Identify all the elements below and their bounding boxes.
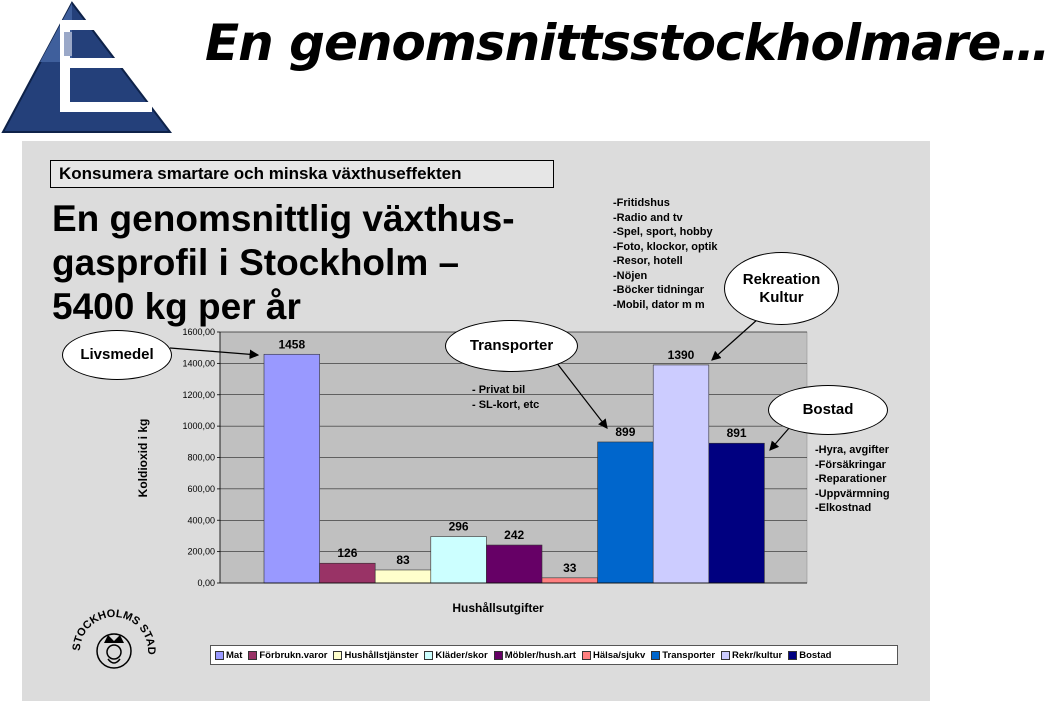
callout-transporter: [445, 320, 578, 372]
legend-item: [788, 650, 831, 661]
y-tick-label: 400,00: [187, 515, 215, 526]
legend-label: Bostad: [799, 649, 832, 661]
legend-item: [333, 650, 418, 661]
legend-label: Transporter: [662, 649, 716, 661]
bar-Transporter: [598, 442, 654, 583]
bar-value-label: 899: [615, 424, 636, 439]
bar-Rekr/kultur: [653, 365, 709, 583]
legend-item: [582, 650, 645, 661]
legend-label: Hälsa/sjukv: [592, 649, 646, 661]
legend-item: [651, 650, 715, 661]
bar-value-label: 891: [726, 426, 747, 441]
callout-label: Transporter: [469, 337, 554, 354]
headline-line: En genomsnittlig växthus-: [52, 198, 515, 239]
bar-value-label: 83: [396, 552, 410, 567]
y-tick-label: 200,00: [187, 546, 215, 557]
legend-label: Hushållstjänster: [344, 649, 419, 661]
bullet-item: -Foto, klockor, optik: [613, 240, 718, 253]
stockholm-seal-icon: [70, 605, 158, 693]
bar-value-label: 296: [448, 519, 469, 534]
seal-text: STOCKHOLMS STAD: [70, 607, 158, 655]
legend-item: [494, 650, 576, 661]
chart-legend: [210, 645, 898, 665]
bullet-item: -Uppvärmning: [815, 487, 890, 500]
bar-Hushållstjänster: [375, 570, 431, 583]
bullet-item: - Privat bil: [472, 384, 526, 396]
slide-title: En genomsnittsstockholmare…: [205, 14, 1049, 72]
legend-label: Möbler/hush.art: [504, 649, 576, 661]
bullet-item: -Försäkringar: [815, 458, 886, 471]
y-tick-label: 1000,00: [182, 421, 215, 432]
headline-line: 5400 kg per år: [52, 286, 301, 327]
y-tick-label: 600,00: [187, 483, 215, 494]
legend-swatch: [494, 651, 503, 660]
legend-label: Rekr/kultur: [732, 649, 783, 661]
bar-value-label: 33: [563, 560, 577, 575]
bar-value-label: 242: [504, 528, 525, 543]
bullet-item: -Spel, sport, hobby: [613, 226, 713, 238]
y-tick-label: 0,00: [197, 578, 215, 588]
callout-label: Livsmedel: [80, 346, 154, 363]
bullet-item: -Elkostnad: [815, 502, 872, 514]
callout-livsmedel: [62, 330, 172, 380]
legend-swatch: [424, 651, 433, 660]
y-tick-label: 1600,00: [182, 327, 215, 337]
y-tick-label: 1400,00: [182, 358, 215, 369]
bullet-item: -Radio and tv: [613, 211, 683, 224]
bar-value-label: 1458: [278, 337, 306, 352]
bullet-item: -Fritidshus: [613, 197, 670, 209]
legend-label: Mat: [226, 649, 243, 661]
legend-swatch: [248, 651, 257, 660]
bar-Förbrukn.varor: [320, 563, 376, 583]
svg-text:STOCKHOLMS STAD: [71, 608, 157, 655]
legend-label: Kläder/skor: [435, 649, 488, 661]
bullet-item: -Reparationer: [815, 473, 887, 485]
legend-item: [721, 650, 782, 661]
legend-label: Förbrukn.varor: [259, 649, 328, 661]
y-tick-label: 1200,00: [182, 389, 215, 400]
bullet-item: -Hyra, avgifter: [815, 444, 889, 456]
legend-item: [248, 650, 327, 661]
legend-swatch: [333, 651, 342, 660]
transporter-bullet-list: [472, 383, 539, 412]
y-tick-label: 800,00: [187, 452, 215, 463]
bar-Hälsa/sjukv: [542, 578, 598, 583]
headline-line: gasprofil i Stockholm –: [52, 242, 460, 283]
legend-swatch: [651, 651, 660, 660]
legend-item: [424, 650, 487, 661]
legend-swatch: [215, 651, 224, 660]
callout-bostad: [768, 385, 888, 435]
bullet-item: - SL-kort, etc: [472, 398, 540, 411]
bullet-item: -Nöjen: [613, 269, 648, 282]
legend-item: [215, 650, 242, 661]
bar-Kläder/skor: [431, 537, 487, 583]
legend-swatch: [721, 651, 730, 660]
bar-value-label: 1390: [667, 347, 695, 362]
bar-Mat: [264, 354, 320, 583]
bullet-item: -Resor, hotell: [613, 255, 683, 267]
legend-swatch: [788, 651, 797, 660]
callout-label: Bostad: [802, 401, 854, 418]
bar-Bostad: [709, 443, 765, 583]
x-axis-title: Hushållsutgifter: [452, 601, 544, 615]
legend-swatch: [582, 651, 591, 660]
y-axis-title: Koldioxid i kg: [136, 418, 150, 498]
bullet-item: -Mobil, dator m m: [613, 298, 705, 311]
bar-value-label: 126: [337, 546, 358, 561]
bar-Möbler/hush.art: [486, 545, 542, 583]
bullet-item: -Böcker tidningar: [613, 284, 705, 296]
callout-rekreation: [724, 252, 839, 325]
bostad-bullet-list: [815, 443, 890, 516]
callout-label: Rekreation: [742, 270, 821, 288]
callout-label: Kultur: [759, 288, 804, 306]
panel-subtitle: Konsumera smartare och minska växthuseffekten: [50, 160, 554, 188]
